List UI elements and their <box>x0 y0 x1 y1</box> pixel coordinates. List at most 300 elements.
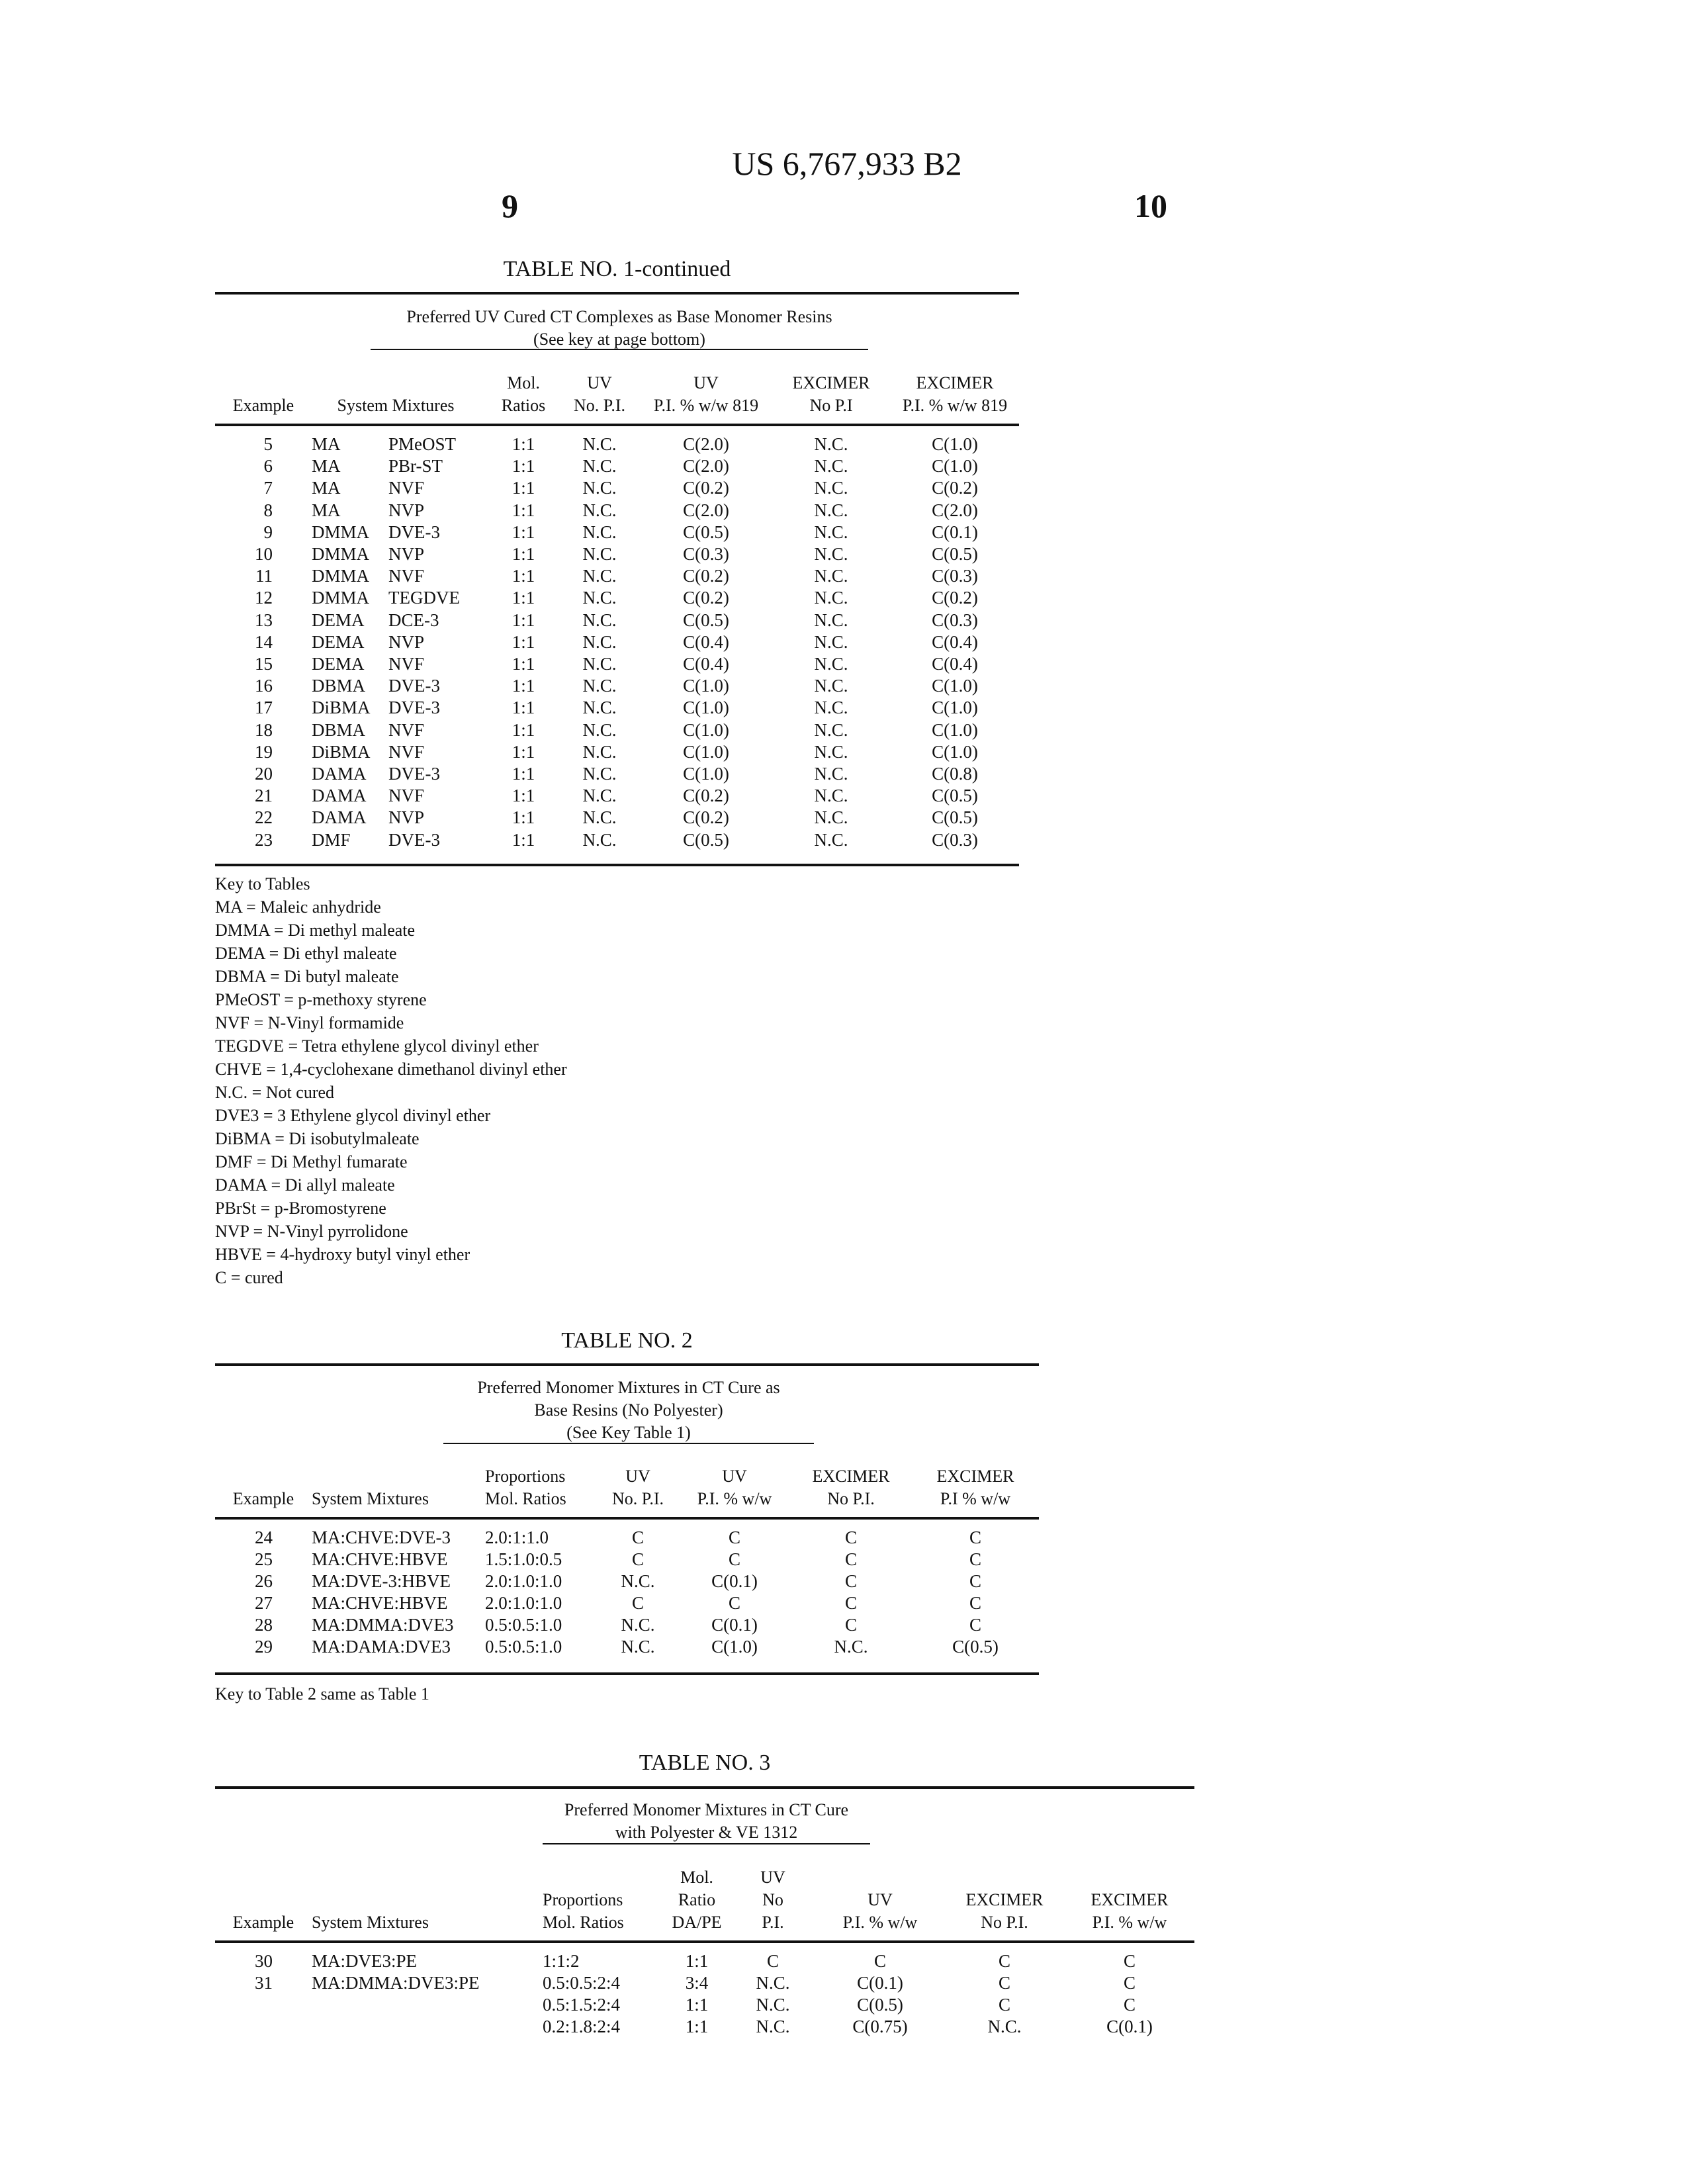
table2-cell: 25 <box>255 1549 273 1570</box>
table1-header-example: Example <box>233 394 294 417</box>
table3-cell: N.C. <box>756 2017 789 2037</box>
table1-cell: 1:1 <box>512 807 535 828</box>
table1-caption-line: Preferred UV Cured CT Complexes as Base Monomer Resins <box>371 306 868 328</box>
table1-cell: C(1.0) <box>683 698 729 718</box>
table2-cell: MA:DVE-3:HBVE <box>312 1571 451 1592</box>
table1-cell: DiBMA <box>312 742 371 762</box>
table1-cell: C(0.4) <box>683 654 729 674</box>
table1-cell: DVE-3 <box>388 764 440 784</box>
table3-cell: C <box>999 1951 1010 1972</box>
table1-cell: N.C. <box>582 764 616 784</box>
key-entry: PMeOST = p-methoxy styrene <box>215 988 567 1011</box>
header-line: No P.I <box>793 394 870 417</box>
header-line: Mol. <box>672 1866 721 1889</box>
table1-caption <box>371 306 868 351</box>
table1-cell: 16 <box>255 676 273 696</box>
key-entry: DiBMA = Di isobutylmaleate <box>215 1127 567 1150</box>
table3-cell: 31 <box>255 1973 273 1993</box>
header-line: No P.I. <box>813 1488 890 1510</box>
table2-caption-rule <box>443 1443 814 1444</box>
table1-cell: C(0.4) <box>932 654 978 674</box>
table3-cell: 1:1 <box>686 1951 709 1972</box>
table1-cell: 15 <box>255 654 273 674</box>
table1-caption-line: (See key at page bottom) <box>371 328 868 351</box>
table2-caption-line: (See Key Table 1) <box>443 1422 814 1444</box>
table1-cell: N.C. <box>582 522 616 543</box>
table1-cell: NVP <box>388 500 424 521</box>
table1-header-uv-nopi <box>574 372 625 417</box>
table1-cell: 7 <box>264 478 273 498</box>
table3-cell: 1:1 <box>686 2017 709 2037</box>
table1-cell: DCE-3 <box>388 610 439 631</box>
table1-cell: 1:1 <box>512 456 535 477</box>
table1-cell: MA <box>312 500 341 521</box>
table1-cell: C(1.0) <box>683 720 729 741</box>
key-entry: DEMA = Di ethyl maleate <box>215 942 567 965</box>
table1-cell: DMMA <box>312 588 369 608</box>
table1-cell: 6 <box>264 456 273 477</box>
table1-cell: PMeOST <box>388 434 456 455</box>
table2-cell: N.C. <box>834 1637 868 1657</box>
table1-cell: N.C. <box>582 456 616 477</box>
table1-cell: 1:1 <box>512 522 535 543</box>
table1-cell: 1:1 <box>512 742 535 762</box>
table1-cell: C(1.0) <box>683 742 729 762</box>
table1-cell: C(0.5) <box>932 807 978 828</box>
table3-caption <box>543 1799 870 1844</box>
header-line: Proportions <box>485 1465 566 1488</box>
key-entry: PBrSt = p-Bromostyrene <box>215 1197 567 1220</box>
table2-cell: MA:CHVE:HBVE <box>312 1593 448 1614</box>
table1-cell: 1:1 <box>512 654 535 674</box>
header-line: Ratios <box>502 394 545 417</box>
header-line: Mol. Ratios <box>485 1488 566 1510</box>
table1-cell: C(0.2) <box>932 588 978 608</box>
table1-cell: 1:1 <box>512 434 535 455</box>
table1-cell: N.C. <box>814 764 848 784</box>
table1-cell: DMF <box>312 830 351 850</box>
key-entry: MA = Maleic anhydride <box>215 895 567 919</box>
page-number-left: 9 <box>502 187 518 225</box>
table1-cell: N.C. <box>582 566 616 586</box>
table1-cell: NVF <box>388 742 424 762</box>
table1-cell: 1:1 <box>512 830 535 850</box>
header-line: P.I. % w/w 819 <box>654 394 758 417</box>
header-line: Mol. Ratios <box>543 1911 624 1934</box>
header-line: EXCIMER <box>793 372 870 394</box>
table3-caption-line: with Polyester & VE 1312 <box>543 1821 870 1844</box>
header-line: DA/PE <box>672 1911 721 1934</box>
table1-cell: 23 <box>255 830 273 850</box>
table2-header-system: System Mixtures <box>312 1488 429 1510</box>
table2-top-rule <box>215 1363 1039 1366</box>
table1-cell: N.C. <box>582 478 616 498</box>
table1-cell: MA <box>312 478 341 498</box>
table1-key <box>215 872 567 1289</box>
table1-cell: N.C. <box>814 610 848 631</box>
table3-cell: 3:4 <box>686 1973 709 1993</box>
table1-header-rule <box>215 424 1019 426</box>
table1-cell: N.C. <box>814 654 848 674</box>
table1-cell: C(0.5) <box>683 830 729 850</box>
table2-caption-line: Base Resins (No Polyester) <box>443 1399 814 1422</box>
table2-cell: 1.5:1.0:0.5 <box>485 1549 562 1570</box>
table1-cell: C(1.0) <box>683 764 729 784</box>
table1-cell: DAMA <box>312 764 367 784</box>
table1-cell: TEGDVE <box>388 588 460 608</box>
table1-cell: 12 <box>255 588 273 608</box>
table2-cell: 2.0:1:1.0 <box>485 1527 549 1548</box>
table1-cell: 11 <box>255 566 273 586</box>
table1-cell: C(1.0) <box>683 676 729 696</box>
table3-top-rule <box>215 1786 1194 1789</box>
header-line: Ratio <box>672 1889 721 1911</box>
table1-cell: N.C. <box>582 720 616 741</box>
table1-cell: N.C. <box>582 830 616 850</box>
table1-cell: N.C. <box>582 544 616 565</box>
key-entry: C = cured <box>215 1266 567 1289</box>
table2-header-rule <box>215 1517 1039 1520</box>
table2-cell: 27 <box>255 1593 273 1614</box>
table1-cell: N.C. <box>814 566 848 586</box>
table1-cell: C(2.0) <box>683 456 729 477</box>
table1-cell: N.C. <box>814 720 848 741</box>
table1-cell: 9 <box>264 522 273 543</box>
table2-cell: C(1.0) <box>711 1637 758 1657</box>
table1-cell: C(0.2) <box>683 807 729 828</box>
table1-cell: DAMA <box>312 786 367 806</box>
table3-caption-line: Preferred Monomer Mixtures in CT Cure <box>543 1799 870 1821</box>
table3-header-uv-nopi <box>760 1866 785 1934</box>
table2-cell: C <box>969 1615 981 1635</box>
table1-cell: NVP <box>388 632 424 653</box>
table1-cell: DVE-3 <box>388 676 440 696</box>
table3-cell: 30 <box>255 1951 273 1972</box>
table2-cell: C(0.1) <box>711 1615 758 1635</box>
table1-cell: C(2.0) <box>683 434 729 455</box>
table1-cell: C(0.4) <box>932 632 978 653</box>
table1-cell: C(1.0) <box>932 698 978 718</box>
table1-header-excimer-pi <box>903 372 1007 417</box>
table3-cell: MA:DMMA:DVE3:PE <box>312 1973 480 1993</box>
table1-cell: NVF <box>388 654 424 674</box>
table1-cell: DVE-3 <box>388 522 440 543</box>
table3-caption-rule <box>543 1843 870 1844</box>
table2-cell: 24 <box>255 1527 273 1548</box>
table2-cell: C <box>845 1527 857 1548</box>
table2-header-proportions <box>485 1465 566 1510</box>
table1-cell: 1:1 <box>512 698 535 718</box>
table1-cell: N.C. <box>814 698 848 718</box>
header-line: EXCIMER <box>1091 1889 1169 1911</box>
table3-cell: C <box>874 1951 886 1972</box>
table2-title: TABLE NO. 2 <box>215 1328 1039 1353</box>
table1-cell: 18 <box>255 720 273 741</box>
table1-cell: N.C. <box>582 676 616 696</box>
key-entry: DAMA = Di allyl maleate <box>215 1173 567 1197</box>
table1-cell: C(0.2) <box>683 566 729 586</box>
table3-cell: C(0.1) <box>857 1973 903 1993</box>
table2-cell: MA:DMMA:DVE3 <box>312 1615 454 1635</box>
table2-note: Key to Table 2 same as Table 1 <box>215 1682 429 1706</box>
header-line: Proportions <box>543 1889 624 1911</box>
table2-cell: C <box>969 1549 981 1570</box>
table2-cell: C <box>969 1593 981 1614</box>
table1-cell: N.C. <box>814 500 848 521</box>
table3-cell: C <box>1124 1973 1136 1993</box>
table1-cell: 1:1 <box>512 676 535 696</box>
table1-cell: DBMA <box>312 720 365 741</box>
table1-cell: C(0.3) <box>932 610 978 631</box>
patent-number: US 6,767,933 B2 <box>0 144 1694 183</box>
table2-cell: C <box>845 1593 857 1614</box>
table2-cell: 2.0:1.0:1.0 <box>485 1593 562 1614</box>
table1-caption-rule <box>371 349 868 350</box>
table1-cell: N.C. <box>582 786 616 806</box>
table3-cell: N.C. <box>756 1973 789 1993</box>
table3-cell: C(0.75) <box>852 2017 907 2037</box>
table3-cell: N.C. <box>987 2017 1021 2037</box>
header-line: No P.I. <box>966 1911 1044 1934</box>
table1-cell: N.C. <box>582 654 616 674</box>
table1-cell: C(0.5) <box>932 786 978 806</box>
table1-cell: 13 <box>255 610 273 631</box>
table3-cell: MA:DVE3:PE <box>312 1951 417 1972</box>
key-entry: DMF = Di Methyl fumarate <box>215 1150 567 1173</box>
table1-cell: 1:1 <box>512 764 535 784</box>
header-line: P.I. % w/w 819 <box>903 394 1007 417</box>
table2-cell: MA:CHVE:HBVE <box>312 1549 448 1570</box>
table2-cell: C <box>632 1549 644 1570</box>
key-entry: DBMA = Di butyl maleate <box>215 965 567 988</box>
table3-header-proportions <box>543 1889 624 1934</box>
header-line: UV <box>697 1465 772 1488</box>
table1-cell: C(0.2) <box>683 588 729 608</box>
table3-cell: C(0.1) <box>1106 2017 1153 2037</box>
table1-cell: N.C. <box>814 478 848 498</box>
table1-top-rule <box>215 292 1019 295</box>
table1-cell: C(2.0) <box>932 500 978 521</box>
table3-cell: C <box>999 1995 1010 2015</box>
table1-cell: C(1.0) <box>932 456 978 477</box>
table2-header-example: Example <box>233 1488 294 1510</box>
table1-cell: C(0.2) <box>932 478 978 498</box>
header-line: EXCIMER <box>813 1465 890 1488</box>
table1-cell: C(0.8) <box>932 764 978 784</box>
table3-cell: 1:1 <box>686 1995 709 2015</box>
table2-cell: C <box>632 1527 644 1548</box>
table1-header-ratios <box>502 372 545 417</box>
key-entry: TEGDVE = Tetra ethylene glycol divinyl ether <box>215 1034 567 1058</box>
table1-cell: DMMA <box>312 522 369 543</box>
table1-cell: N.C. <box>814 434 848 455</box>
table2-cell: MA:CHVE:DVE-3 <box>312 1527 451 1548</box>
table2-cell: C <box>969 1527 981 1548</box>
table1-cell: C(0.3) <box>932 566 978 586</box>
table1-cell: C(1.0) <box>932 434 978 455</box>
table1-cell: DEMA <box>312 632 365 653</box>
table2-cell: 0.5:0.5:1.0 <box>485 1637 562 1657</box>
table1-cell: N.C. <box>814 522 848 543</box>
table1-cell: C(0.3) <box>683 544 729 565</box>
header-line: UV <box>574 372 625 394</box>
table1-cell: C(0.5) <box>683 522 729 543</box>
table1-cell: DMMA <box>312 566 369 586</box>
table1-cell: N.C. <box>582 632 616 653</box>
table1-cell: DVE-3 <box>388 698 440 718</box>
table1-cell: NVF <box>388 720 424 741</box>
table3-cell: C(0.5) <box>857 1995 903 2015</box>
table3-cell: 0.2:1.8:2:4 <box>543 2017 620 2037</box>
table1-cell: 17 <box>255 698 273 718</box>
table2-cell: C(0.5) <box>952 1637 999 1657</box>
table2-cell: MA:DAMA:DVE3 <box>312 1637 451 1657</box>
table2-header-excimer-nopi <box>813 1465 890 1510</box>
table3-cell: C <box>767 1951 779 1972</box>
table2-cell: C(0.1) <box>711 1571 758 1592</box>
header-line: P.I. <box>760 1911 785 1934</box>
header-line: EXCIMER <box>937 1465 1014 1488</box>
table1-cell: DEMA <box>312 610 365 631</box>
table1-cell: C(2.0) <box>683 500 729 521</box>
table1-cell: 1:1 <box>512 720 535 741</box>
table1-cell: C(0.5) <box>932 544 978 565</box>
header-line: UV <box>612 1465 664 1488</box>
table3-header-excimer-nopi <box>966 1889 1044 1934</box>
table1-cell: NVP <box>388 544 424 565</box>
table1-cell: DMMA <box>312 544 369 565</box>
table2-cell: 26 <box>255 1571 273 1592</box>
table1-cell: 22 <box>255 807 273 828</box>
table2-cell: C <box>729 1593 740 1614</box>
table2-cell: 2.0:1.0:1.0 <box>485 1571 562 1592</box>
table3-title: TABLE NO. 3 <box>215 1751 1194 1776</box>
table1-cell: N.C. <box>814 830 848 850</box>
header-line: EXCIMER <box>903 372 1007 394</box>
table2-caption <box>443 1377 814 1444</box>
table2-bottom-rule <box>215 1672 1039 1675</box>
table1-cell: 20 <box>255 764 273 784</box>
header-line: P.I. % w/w <box>1091 1911 1169 1934</box>
table1-cell: 1:1 <box>512 566 535 586</box>
table2-cell: 28 <box>255 1615 273 1635</box>
table2-cell: C <box>845 1615 857 1635</box>
table1-cell: N.C. <box>814 786 848 806</box>
table2-cell: C <box>729 1527 740 1548</box>
page-number-right: 10 <box>1134 187 1167 225</box>
table1-cell: NVF <box>388 566 424 586</box>
table3-header-system: System Mixtures <box>312 1911 429 1934</box>
table1-cell: N.C. <box>582 698 616 718</box>
key-entry: NVF = N-Vinyl formamide <box>215 1011 567 1034</box>
header-line: UV <box>760 1866 785 1889</box>
table1-cell: N.C. <box>814 632 848 653</box>
table1-cell: DVE-3 <box>388 830 440 850</box>
table1-header-excimer-nopi <box>793 372 870 417</box>
table1-cell: N.C. <box>814 588 848 608</box>
table1-cell: 1:1 <box>512 632 535 653</box>
table3-cell: C <box>999 1973 1010 1993</box>
table1-cell: N.C. <box>582 434 616 455</box>
table1-cell: 1:1 <box>512 478 535 498</box>
table1-cell: 8 <box>264 500 273 521</box>
header-line: Mol. <box>502 372 545 394</box>
table3-header-ratio <box>672 1866 721 1934</box>
table2-cell: C <box>729 1549 740 1570</box>
table3-cell: 0.5:0.5:2:4 <box>543 1973 620 1993</box>
table1-cell: NVP <box>388 807 424 828</box>
table3-header-excimer-pi <box>1091 1889 1169 1934</box>
table1-cell: 1:1 <box>512 500 535 521</box>
table3-cell: C <box>1124 1995 1136 2015</box>
table1-header-uv-pi <box>654 372 758 417</box>
table2-header-excimer-pi <box>937 1465 1014 1510</box>
header-line: No <box>760 1889 785 1911</box>
table1-bottom-rule <box>215 864 1019 866</box>
table1-cell: N.C. <box>814 544 848 565</box>
table1-cell: NVF <box>388 478 424 498</box>
key-entry: Key to Tables <box>215 872 567 895</box>
header-line: No. P.I. <box>612 1488 664 1510</box>
table2-cell: N.C. <box>621 1571 654 1592</box>
key-entry: NVP = N-Vinyl pyrrolidone <box>215 1220 567 1243</box>
table1-cell: 21 <box>255 786 273 806</box>
table1-cell: C(0.1) <box>932 522 978 543</box>
key-entry: HBVE = 4-hydroxy butyl vinyl ether <box>215 1243 567 1266</box>
table1-cell: DBMA <box>312 676 365 696</box>
table2-cell: 29 <box>255 1637 273 1657</box>
table1-cell: N.C. <box>814 676 848 696</box>
table1-cell: DAMA <box>312 807 367 828</box>
key-entry: DMMA = Di methyl maleate <box>215 919 567 942</box>
table1-cell: N.C. <box>582 807 616 828</box>
table1-cell: 10 <box>255 544 273 565</box>
table1-cell: N.C. <box>582 500 616 521</box>
table2-caption-line: Preferred Monomer Mixtures in CT Cure as <box>443 1377 814 1399</box>
table1-cell: C(0.2) <box>683 478 729 498</box>
table2-cell: C <box>632 1593 644 1614</box>
header-line: P.I % w/w <box>937 1488 1014 1510</box>
header-line: EXCIMER <box>966 1889 1044 1911</box>
table1-cell: MA <box>312 434 341 455</box>
table3-header-example: Example <box>233 1911 294 1934</box>
table1-cell: MA <box>312 456 341 477</box>
table3-cell: N.C. <box>756 1995 789 2015</box>
table1-cell: C(0.3) <box>932 830 978 850</box>
table1-cell: N.C. <box>814 807 848 828</box>
table1-cell: PBr-ST <box>388 456 443 477</box>
table1-cell: 1:1 <box>512 544 535 565</box>
table1-cell: C(0.5) <box>683 610 729 631</box>
table2-header-uv-pi <box>697 1465 772 1510</box>
key-entry: DVE3 = 3 Ethylene glycol divinyl ether <box>215 1104 567 1127</box>
table3-header-uv-pi <box>843 1889 918 1934</box>
table2-cell: C <box>969 1571 981 1592</box>
table1-cell: 1:1 <box>512 588 535 608</box>
table1-cell: N.C. <box>814 742 848 762</box>
table3-cell: 0.5:1.5:2:4 <box>543 1995 620 2015</box>
table2-header-uv-nopi <box>612 1465 664 1510</box>
table1-cell: N.C. <box>582 742 616 762</box>
table1-cell: DEMA <box>312 654 365 674</box>
table1-cell: 5 <box>264 434 273 455</box>
table1-cell: C(0.4) <box>683 632 729 653</box>
table1-cell: C(1.0) <box>932 676 978 696</box>
table1-cell: 1:1 <box>512 786 535 806</box>
table1-cell: N.C. <box>582 610 616 631</box>
table3-cell: 1:1:2 <box>543 1951 580 1972</box>
table1-cell: NVF <box>388 786 424 806</box>
